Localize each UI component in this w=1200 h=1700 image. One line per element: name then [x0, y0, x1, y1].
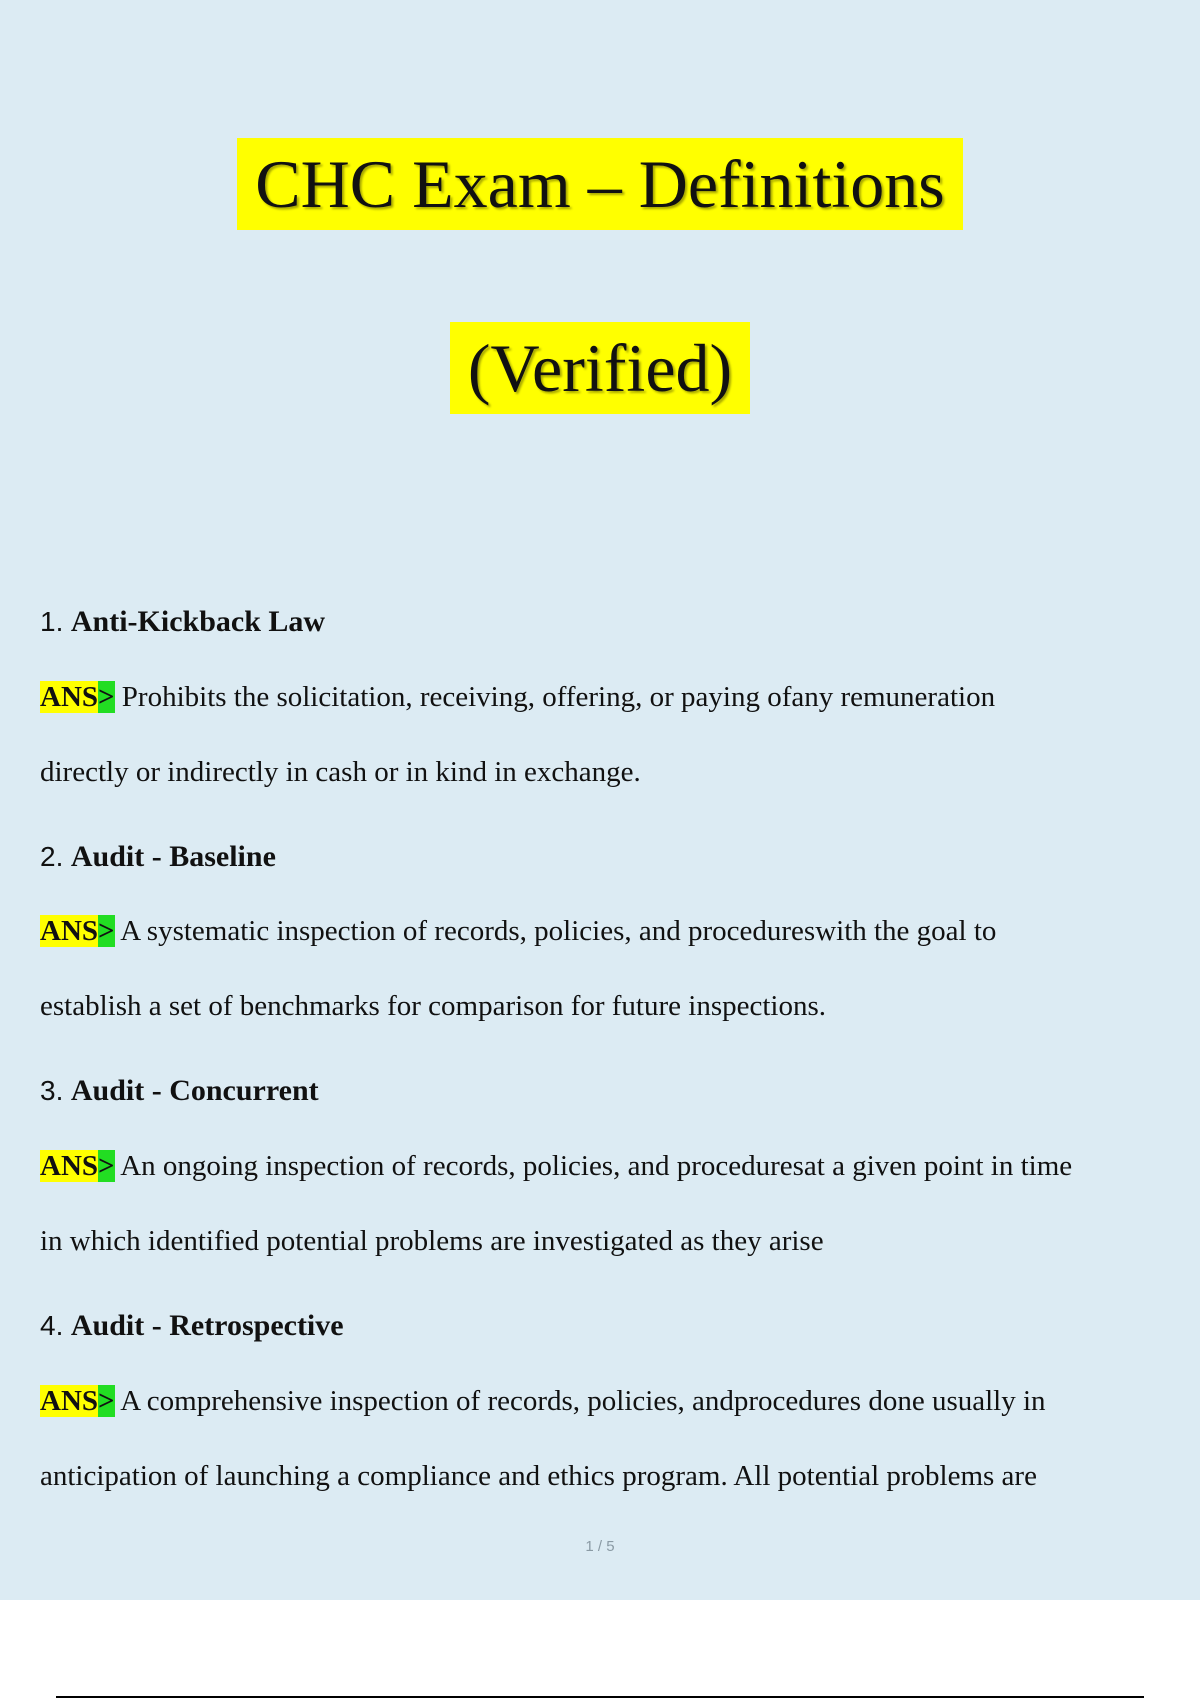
answer-line — [40, 911, 996, 951]
ans-arrow: > — [98, 1385, 115, 1417]
item-term: Audit - Baseline — [70, 840, 276, 873]
item-number: 2. — [40, 841, 64, 872]
ans-label: ANS — [40, 1150, 99, 1182]
title-line-1 — [0, 138, 1200, 230]
item-term: Anti-Kickback Law — [70, 605, 326, 638]
item-number: 3. — [40, 1075, 64, 1106]
title-line-2 — [0, 322, 1200, 414]
answer-text: A comprehensive inspection of records, policies, andprocedures done usually in — [114, 1385, 1046, 1417]
answer-text: A systematic inspection of records, policies, and procedureswith the goal to — [114, 915, 997, 947]
item-heading — [40, 837, 276, 877]
answer-continuation: establish a set of benchmarks for comparison for future inspections. — [40, 990, 827, 1022]
answer-line — [40, 1146, 1072, 1186]
document-title: CHC Exam – Definitions — [237, 138, 962, 230]
answer-continuation: anticipation of launching a compliance and ethics program. All potential problems are — [40, 1460, 1037, 1492]
item-number: 4. — [40, 1310, 64, 1341]
answer-text: Prohibits the solicitation, receiving, offering, or paying ofany remuneration — [114, 681, 996, 713]
next-page-top-rule — [56, 1696, 1144, 1698]
ans-label: ANS — [40, 915, 99, 947]
item-term: Audit - Retrospective — [70, 1309, 344, 1342]
ans-arrow: > — [98, 915, 115, 947]
document-subtitle: (Verified) — [450, 322, 750, 414]
ans-arrow: > — [98, 1150, 115, 1182]
ans-label: ANS — [40, 1385, 99, 1417]
ans-label: ANS — [40, 681, 99, 713]
answer-continuation: directly or indirectly in cash or in kind in exchange. — [40, 756, 641, 788]
ans-arrow: > — [98, 681, 115, 713]
item-heading — [40, 1306, 344, 1346]
item-heading — [40, 602, 325, 642]
answer-line — [40, 1381, 1046, 1421]
item-heading — [40, 1071, 319, 1111]
answer-line — [40, 677, 995, 717]
answer-text: An ongoing inspection of records, policies, and proceduresat a given point in time — [114, 1150, 1073, 1182]
item-number: 1. — [40, 606, 64, 637]
answer-continuation: in which identified potential problems are investigated as they arise — [40, 1225, 824, 1257]
item-term: Audit - Concurrent — [70, 1074, 319, 1107]
page-number: 1 / 5 — [585, 1538, 615, 1555]
